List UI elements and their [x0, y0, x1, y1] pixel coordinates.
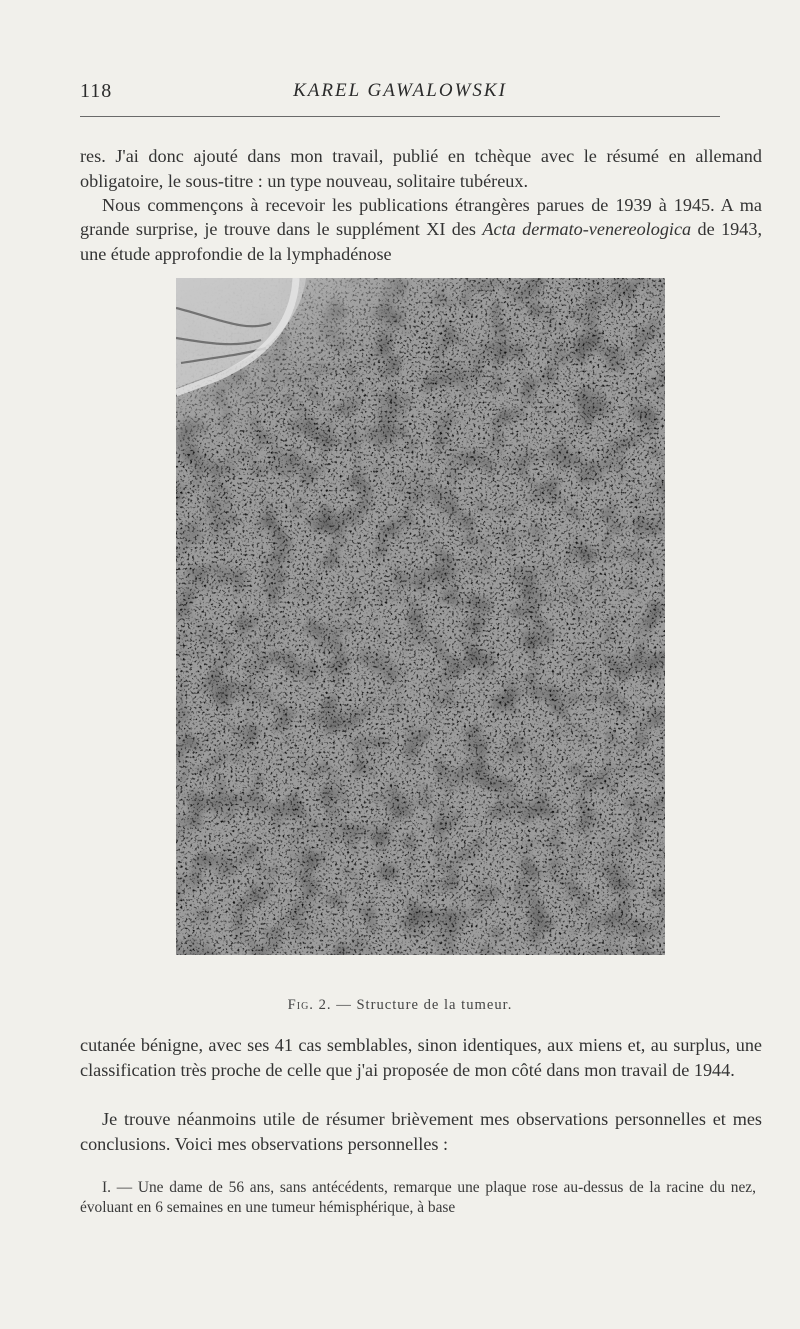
journal-title: Acta dermato-venereologica [482, 219, 692, 240]
page-number: 118 [80, 80, 113, 102]
micrograph-image [176, 278, 665, 955]
observation-paragraph: I. — Une dame de 56 ans, sans antécédents, remarque une plaque rose au-dessus de la racine du nez, évoluant en 6 semaines en une tumeur hémisphérique, à base [80, 1179, 756, 1217]
figure-caption [0, 997, 800, 1014]
running-head [80, 80, 720, 108]
paragraph-4: Je trouve néanmoins utile de résumer brièvement mes observations personnelles et mes conclusions. Voici mes observations personnelles : [80, 1108, 762, 1154]
paragraph-1: res. J'ai donc ajouté dans mon travail, publié en tchèque avec le résumé en allemand obligatoire, le sous-titre : un type nouveau, solitaire tubéreux. [80, 146, 762, 191]
paragraph-2-text-b: de 1943, une étude approfondie de la lymphadénose [80, 219, 762, 264]
paragraph-3: cutanée bénigne, avec ses 41 cas semblables, sinon identiques, aux miens et, au surplus, une classification très proche de celle que j'ai proposée de mon côté dans mon travail de 1944. [80, 1035, 762, 1080]
paragraph-2-text-a: Nous commençons à recevoir les publications étrangères parues de 1939 à 1945. A ma grande surprise, je trouve dans le supplément XI des [80, 194, 762, 240]
figure-label: Fig. 2. [287, 996, 332, 1013]
caption-separator: — [331, 996, 357, 1013]
caption-text: Structure de la tumeur. [356, 996, 513, 1013]
header-rule [80, 116, 720, 117]
running-title: KAREL GAWALOWSKI [293, 80, 507, 101]
micrograph-figure [176, 278, 665, 955]
paragraph-2 [80, 193, 762, 267]
